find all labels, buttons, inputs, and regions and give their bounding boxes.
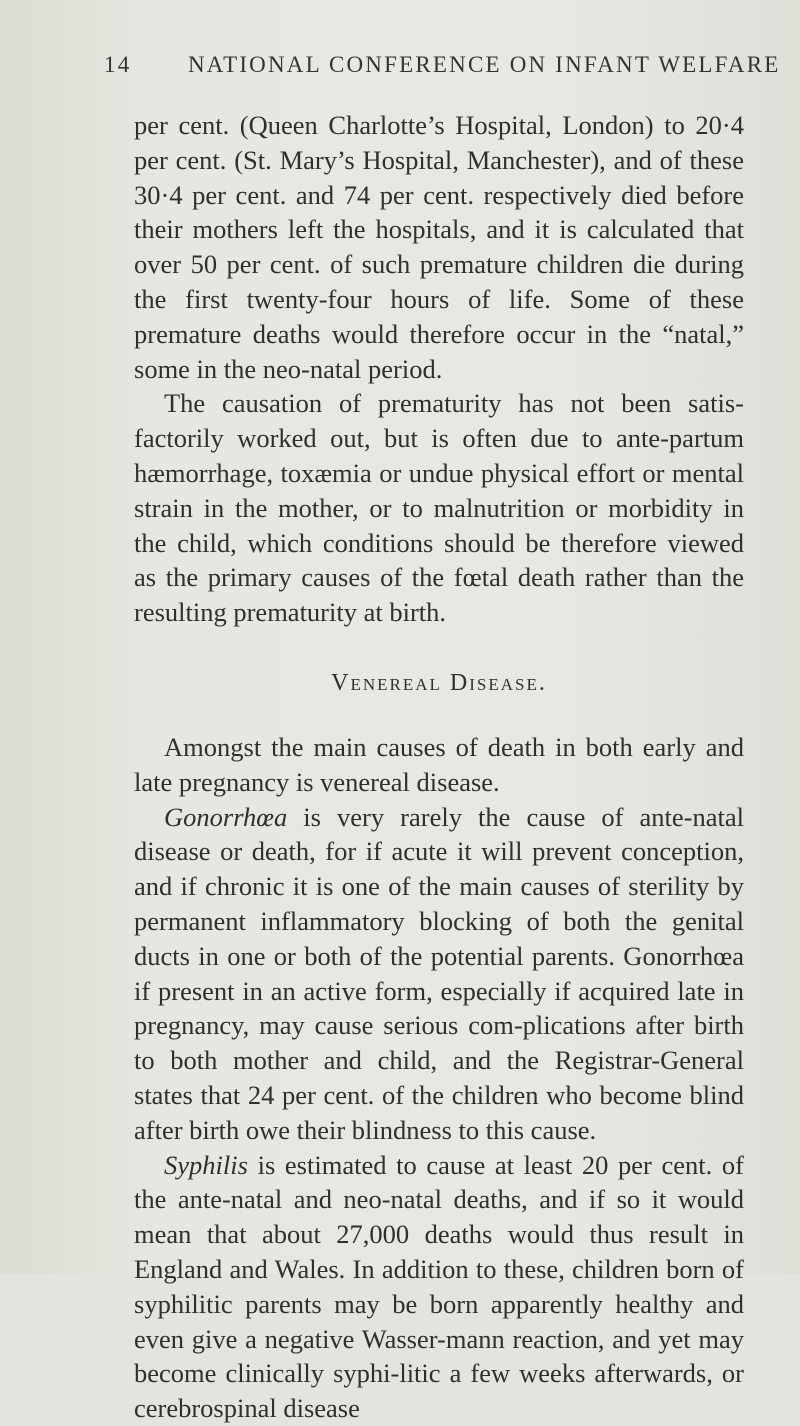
paragraph-syphilis [134, 1148, 744, 1426]
page-number: 14 [104, 52, 132, 77]
paragraph-premature-deaths: per cent. (Queen Charlotte’s Hospital, London) to 20·4 per cent. (St. Mary’s Hospital, Manchester), and of these 30·4 per cent. and 74 per cent. respectively died before their mothers left the hospitals, and it is calculated that over 50 per cent. of such premature children die during the first twenty-four hours of life. Some of these premature deaths would therefore occur in the “natal,” some in the neo-natal period. [134, 110, 744, 384]
page-body [134, 108, 744, 1426]
paragraph-causation-of-prematurity: The causation of prematurity has not been satis-factorily worked out, but is often due to ante-partum hæmorrhage, toxæmia or undue physical effort or mental strain in the mother, or to malnutrition or morbidity in the child, which conditions should be therefore viewed as the primary causes of the fœtal death rather than the resulting prematurity at birth. [134, 388, 744, 628]
gonorrhoea-term: Gonorrhœa [164, 801, 288, 832]
syphilis-text: is estimated to cause at least 20 per cent. of the ante-natal and neo-natal deaths, and if so it would mean that about 27,000 deaths would thus result in England and Wales. In addition to these, children born of syphilitic parents may be born apparently healthy and even give a negative Wasser-mann reaction, and yet may become clinically syphi-litic a few weeks afterwards, or cerebrospinal disease [134, 1149, 744, 1424]
syphilis-term: Syphilis [164, 1149, 248, 1180]
section-heading: Venereal Disease. [331, 669, 547, 696]
running-title: NATIONAL CONFERENCE ON INFANT WELFARE [188, 52, 781, 77]
running-header [104, 52, 781, 92]
gonorrhoea-text: is very rarely the cause of ante-natal disease or death, for if acute it will prevent conception, and if chronic it is one of the main causes of sterility by permanent inflammatory blocking of both the genital ducts in one or both of the potential parents. Gonorrhœa if present in an active form, especially if acquired late in pregnancy, may cause serious com-plications after birth to both mother and child, and the Registrar-General states that 24 per cent. of the children who become blind after birth owe their blindness to this cause. [134, 801, 744, 1145]
paragraph-venereal-intro: Amongst the main causes of death in both early and late pregnancy is venereal disease. [134, 731, 744, 797]
paragraph-gonorrhoea [134, 800, 744, 1148]
